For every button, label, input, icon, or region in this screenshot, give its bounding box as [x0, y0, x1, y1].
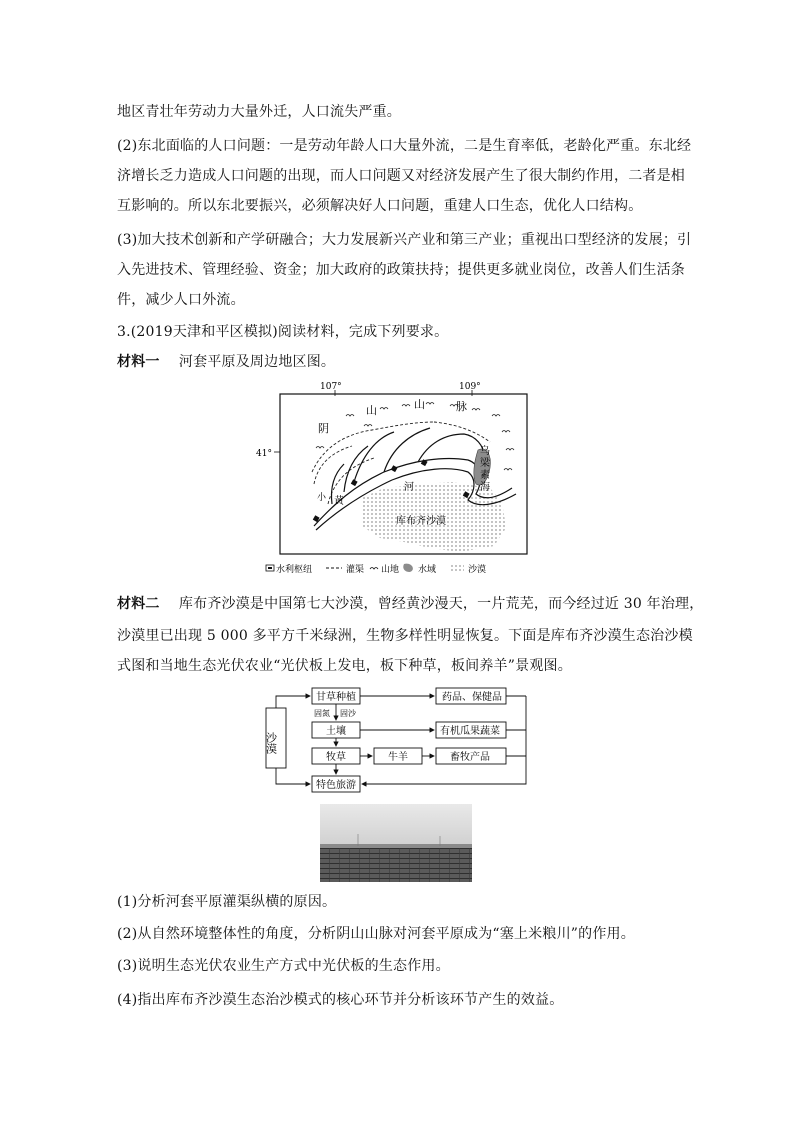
material-2-label: 材料二: [117, 596, 160, 612]
text-line-4: 互影响的。所以东北要振兴，必须解决好人口问题，重建人口生态，优化人口结构。: [117, 198, 643, 214]
question-2: (2)从自然环境整体性的角度，分析阴山山脉对河套平原成为“塞上米粮川”的作用。: [117, 926, 635, 942]
material-1-label: 材料一: [117, 354, 160, 370]
legend-desert: 沙漠: [468, 565, 487, 575]
flow-desert-char-1: 沙漠: [264, 732, 278, 754]
legend-water: 水域: [418, 565, 437, 575]
map-svg: [254, 376, 534, 576]
map-legend: [266, 563, 486, 575]
map-label-yin: 阴: [318, 422, 329, 435]
flow-sand-fix: 固沙: [340, 709, 356, 718]
solar-panels: [320, 848, 472, 882]
flow-soil: 土壤: [326, 726, 346, 737]
flow-organic: 有机瓜果蔬菜: [440, 726, 500, 737]
question-3: (3)说明生态光伏农业生产方式中光伏板的生态作用。: [117, 958, 450, 974]
map-label-hai: 海: [480, 482, 490, 493]
legend-canal: 灌渠: [346, 565, 365, 575]
map-label-liang: 梁: [480, 458, 490, 469]
flow-cattle: 牛羊: [388, 752, 408, 763]
text-line-6: 入先进技术、管理经验、资金；加大政府的政策扶持；提供更多就业岗位，改善人们生活条: [117, 262, 685, 278]
sand-control-flow-diagram: [264, 686, 534, 798]
flow-grass: 牧草: [326, 752, 346, 763]
lon-right-label: 109°: [459, 382, 481, 392]
map-label-shan-1: 山: [366, 404, 377, 417]
flow-n-fix: 固氮: [314, 709, 330, 718]
legend-hydro: 水利枢纽: [276, 565, 313, 575]
text-line-1: 地区青壮年劳动力大量外迁，人口流失严重。: [117, 104, 401, 120]
material-2-line-1: [117, 594, 703, 614]
material-1-caption: [117, 352, 335, 372]
solar-farm-svg: [320, 804, 472, 882]
text-line-5: (3)加大技术创新和产学研融合；大力发展新兴产业和第三产业；重视出口型经济的发展；引: [117, 232, 692, 248]
legend-mountain: 山地: [381, 565, 400, 575]
map-label-shan-2: 山: [414, 398, 425, 411]
question-1: (1)分析河套平原灌渠纵横的原因。: [117, 894, 337, 910]
solar-farm-photo: [320, 804, 472, 882]
flow-svg: [264, 686, 534, 798]
hetao-plain-map: [254, 376, 534, 576]
flow-livestock: 畜牧产品: [450, 752, 490, 763]
map-label-small: 小: [317, 493, 327, 503]
text-line-3: 济增长乏力造成人口问题的出现，而人口问题又对经济发展产生了很大制约作用，二者是相: [117, 168, 685, 184]
material-2-line-2: 沙漠里已出现 5 000 多平方千米绿洲，生物多样性明显恢复。下面是库布齐沙漠生态治沙模: [117, 628, 693, 644]
map-label-mai: 脉: [456, 400, 467, 413]
material-1-text: 河套平原及周边地区图。: [178, 354, 336, 370]
material-2-line-3: 式图和当地生态光伏农业“光伏板上发电，板下种草，板间养羊”景观图。: [117, 658, 572, 674]
lat-label: 41°: [256, 449, 272, 459]
question-3-heading: 3.(2019天津和平区模拟)阅读材料，完成下列要求。: [117, 324, 449, 340]
material-2-text-1: 库布齐沙漠是中国第七大沙漠，曾经黄沙漫天，一片荒芜，而今经过近 30 年治理，: [178, 596, 704, 612]
desert-label: 库布齐沙漠: [396, 516, 446, 527]
flow-licorice: 甘草种植: [316, 692, 356, 703]
lon-left-label: 107°: [320, 382, 342, 392]
flow-tourism: 特色旅游: [316, 780, 356, 791]
map-label-su: 素: [480, 470, 490, 481]
question-4: (4)指出库布齐沙漠生态治沙模式的核心环节并分析该环节产生的效益。: [117, 992, 564, 1008]
text-line-2: (2)东北面临的人口问题：一是劳动年龄人口大量外流，二是生育率低，老龄化严重。东北经: [117, 138, 692, 154]
text-line-7: 件，减少人口外流。: [117, 292, 245, 308]
flow-medicine: 药品、保健品: [442, 692, 502, 703]
map-label-huang: 黄: [334, 496, 344, 507]
map-label-wu: 乌: [480, 446, 490, 457]
map-label-he: 河: [404, 482, 414, 493]
